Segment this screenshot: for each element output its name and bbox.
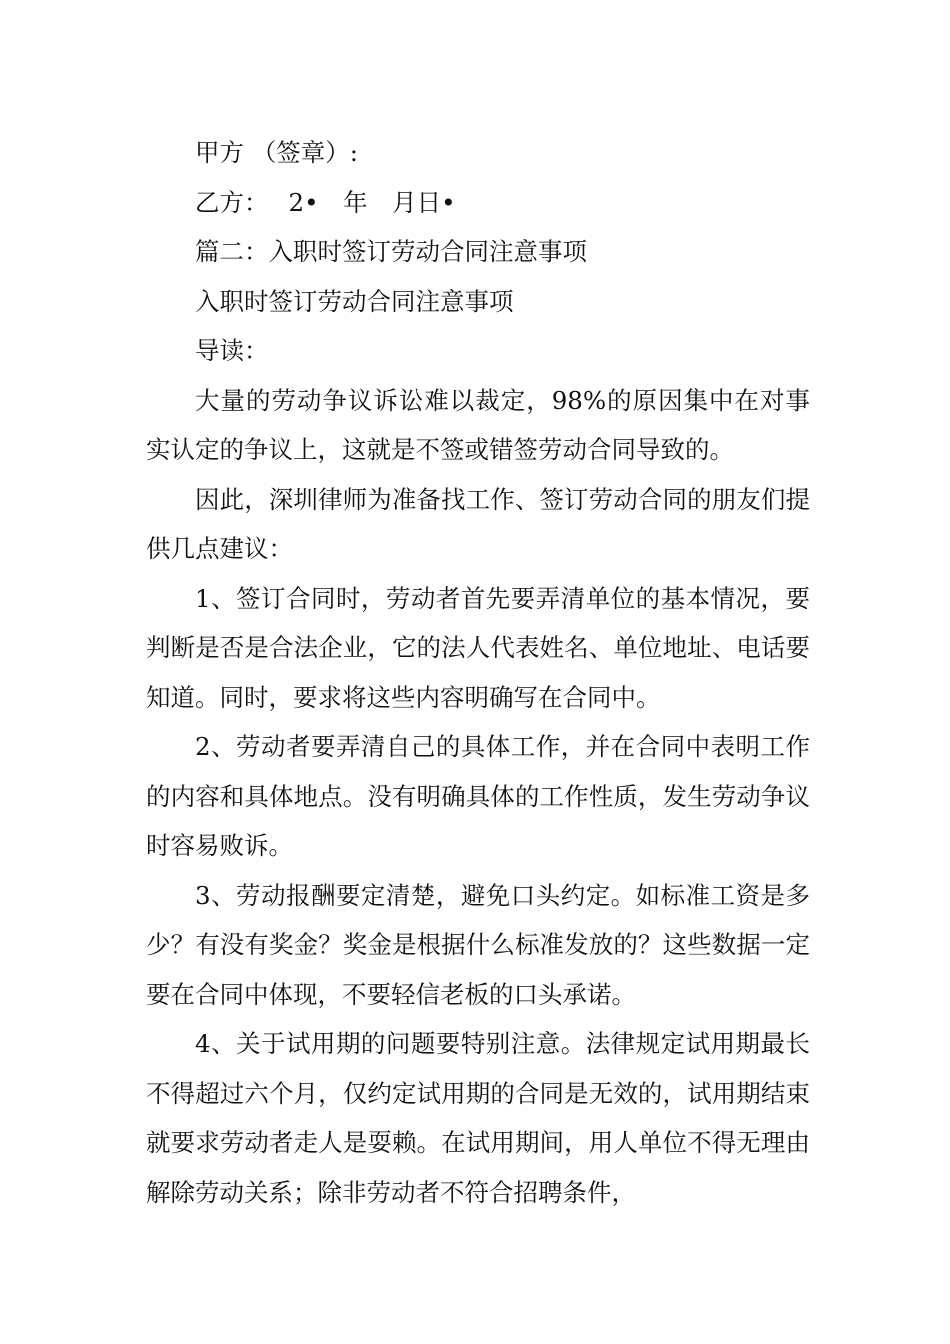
paragraph-point-3: 3、劳动报酬要定清楚，避免口头约定。如标准工资是多少？有没有奖金？奖金是根据什么标准发放的？这些数据一定要在合同中体现，不要轻信老板的口头承诺。 <box>146 880 810 1009</box>
paragraph-advice-lead: 因此，深圳律师为准备找工作、签订劳动合同的朋友们提供几点建议： <box>146 484 810 563</box>
section-title: 篇二：入职时签订劳动合同注意事项 <box>195 237 587 266</box>
document-body <box>146 128 810 1217</box>
paragraph-point-2: 2、劳动者要弄清自己的具体工作，并在合同中表明工作的内容和具体地点。没有明确具体的工作性质，发生劳动争议时容易败诉。 <box>146 732 810 860</box>
article-title: 入职时签订劳动合同注意事项 <box>195 286 514 316</box>
paragraph-point-4: 4、关于试用期的问题要特别注意。法律规定试用期最长不得超过六个月，仅约定试用期的合同是无效的，试用期结束就要求劳动者走人是耍赖。在试用期间，用人单位不得无理由解除劳动关系；除非劳动者不符合招聘条件， <box>146 1029 810 1207</box>
party-a-signature-line: 甲方 （签章）: <box>195 138 359 167</box>
paragraph-point-1: 1、签订合同时，劳动者首先要弄清单位的基本情况，要判断是否是合法企业，它的法人代表姓名、单位地址、电话要知道。同时，要求将这些内容明确写在合同中。 <box>146 583 810 712</box>
paragraph-intro: 大量的劳动争议诉讼难以裁定，98%的原因集中在对事实认定的争议上，这就是不签或错签劳动合同导致的。 <box>146 385 810 464</box>
party-b-date-line: 乙方： 2• 年 月日• <box>195 187 456 217</box>
intro-label: 导读： <box>195 336 269 365</box>
